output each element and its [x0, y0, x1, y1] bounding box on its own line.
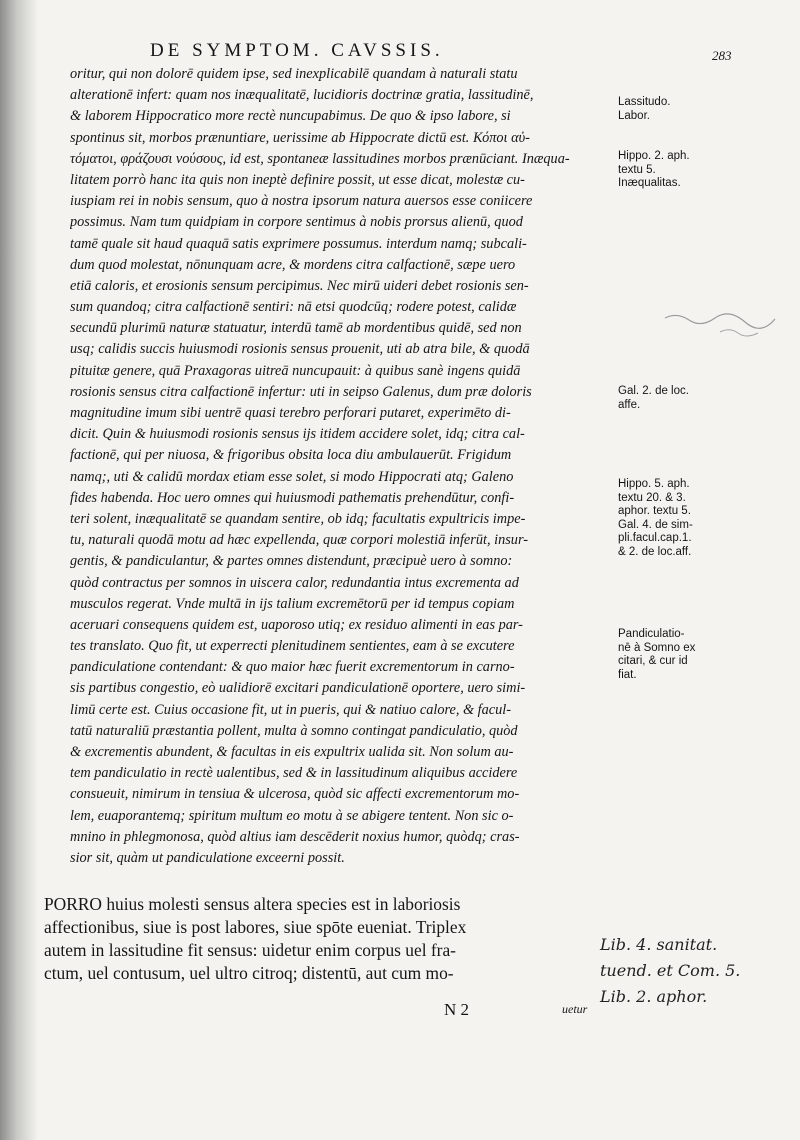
text-line: secundū plurimū naturæ statuatur, interdū tamē ab mordentibus quidē, sed non — [70, 320, 522, 337]
text-line: PORRO huius molesti sensus altera species est in laboriosis — [44, 894, 461, 914]
margin-note-line: Labor. — [618, 109, 650, 122]
margin-note-gal-loc — [618, 385, 710, 412]
margin-note-line: fiat. — [618, 668, 637, 681]
binding-gutter-shadow — [0, 0, 38, 1140]
handwritten-line: tuend. et Com. 5. — [600, 961, 741, 980]
text-line: alterationē infert: quam nos inæqualitatē, lucidioris doctrinæ gratia, lassitudinē, — [70, 87, 534, 104]
text-line: lem, euaporantemq; spiritum multum eo motu à se abigere tentent. Non sic o- — [70, 807, 514, 824]
margin-note-line: affe. — [618, 398, 641, 411]
margin-note-line: Inæqualitas. — [618, 177, 681, 189]
text-line: & excrementis abundent, & facultas in eis expultrix ualida sit. Non solum au- — [70, 744, 514, 760]
running-title: DE SYMPTOM. CAVSSIS. — [150, 40, 444, 61]
margin-note-line: citari, & cur id — [618, 655, 688, 667]
text-line: pituitæ genere, quā Praxagoras uitreā nuncupauit: à quibus sanè ingens quidā — [70, 362, 521, 379]
text-line: dicit. Quin & huiusmodi rosionis sensus ijs itidem accidere solet, idq; citra cal- — [70, 426, 525, 443]
margin-note-line: Hippo. 5. aph. — [618, 478, 690, 490]
text-line: iuspiam rei in nobis sensum, quo à nostra ipsorum natura auersos esse coniicere — [70, 193, 533, 210]
margin-note-hippo-aph — [618, 150, 710, 191]
text-line: musculos regerat. Vnde multā in ijs talium excremētorū per id tempus copiam — [70, 595, 515, 612]
text-line: gentis, & pandiculantur, & partes omnes distendunt, præcipuè uero à somno: — [70, 553, 513, 570]
text-line: sis partibus congestio, eò ualidiorē excitari pandiculationē oportere, uero simi- — [70, 680, 526, 697]
handwritten-line: Lib. 2. aphor. — [600, 987, 708, 1006]
page-number: 283 — [712, 48, 732, 63]
margin-note-hippo-5-aph — [618, 478, 710, 559]
catchword: uetur — [562, 1002, 588, 1016]
margin-note-line: Pandiculatio- — [618, 628, 685, 640]
margin-note-line: & 2. de loc.aff. — [618, 545, 692, 558]
margin-note-line: Gal. 2. de loc. — [618, 385, 689, 397]
text-line: autem in lassitudine fit sensus: uidetur enim corpus uel fra- — [44, 940, 456, 960]
text-line: sior sit, quàm ut pandiculatione exceerni possit. — [70, 849, 345, 866]
text-line: tes translato. Quo fit, ut experrecti plenitudinem sentientes, eam à se excutere — [70, 638, 515, 655]
text-line: etiā caloris, et erosionis sensum percipimus. Nec mirū uideri debet rosionis sen- — [70, 277, 529, 294]
text-line: factionē, qui per niuosa, & frigoribus obsita loca diu ambulauerūt. Frigidum — [70, 447, 512, 464]
text-line: sum quandoq; citra calfactionē sentiri: nā etsi quodcūq; rodere potest, calidæ — [70, 299, 517, 316]
text-line: affectionibus, siue is post labores, siue spōte eueniat. Triplex — [44, 917, 467, 937]
text-line: dum quod molestat, nōnunquam acre, & mordens citra calfactionē, sæpe uero — [70, 256, 516, 273]
text-line: consueuit, nimirum in tensiua & ulcerosa, quòd sic affecti excrementorum mo- — [70, 786, 520, 803]
margin-note-line: textu 20. & 3. — [618, 491, 686, 504]
text-line: tem pandiculatio in rectè ualentibus, sed & in lassitudinum aliquibus accidere — [70, 765, 518, 782]
margin-note-line: aphor. textu 5. — [618, 505, 691, 517]
margin-note-line: Gal. 4. de sim- — [618, 518, 693, 531]
text-line: oritur, qui non dolorē quidem ipse, sed inexplicabilē quandam à naturali statu — [70, 66, 518, 82]
text-line: tamē quale sit haud quaquā satis exprimere possumus. interdum namq; subcali- — [70, 235, 527, 252]
text-line: litatem porrò hanc ita quis non ineptè definire possit, ut esse dicat, molestæ cu- — [70, 171, 525, 188]
main-text-block — [70, 64, 606, 869]
text-line: aceruari consequens quidem est, uaporoso utiq; ex residuo alimenti in eas par- — [70, 616, 523, 633]
text-line: ctum, uel contusum, uel ultro citroq; distentū, aut cum mo- — [44, 963, 454, 983]
margin-note-line: textu 5. — [618, 163, 656, 176]
text-line: spontinus sit, morbos prænuntiare, uerissime ab Hippocrate dictū est. Κόποι αὐ- — [70, 129, 530, 146]
margin-note-line: nē à Somno ex — [618, 641, 696, 654]
text-line: tu, naturali quodā motu ad hæc expellenda, quæ corpori molestiā inferūt, insur- — [70, 532, 528, 549]
text-line: teri solent, inæqualitatē se quandam sentire, ob idq; facultatis expultricis impe- — [70, 510, 526, 527]
text-line: pandiculatione contendant: & quo maior hæc fuerit excrementorum in carno- — [70, 659, 515, 676]
handwritten-line: Lib. 4. sanitat. — [600, 935, 718, 954]
text-line: rosionis sensus citra calfactionē infertur: uti in seipso Galenus, dum præ doloris — [70, 383, 532, 400]
margin-note-pandiculatio — [618, 628, 710, 682]
handwritten-annotation — [600, 932, 790, 1010]
text-line: tatū naturaliū præstantia pollent, multa à somno contingat pandiculatio, quòd — [70, 722, 518, 739]
text-line: possimus. Nam tum quidpiam in corpore sentimus à nobis prorsus alienū, quod — [70, 214, 523, 231]
margin-note-lassitudo — [618, 96, 710, 123]
text-line: usq; calidis succis huiusmodi rosionis sensus prouenit, uti ab atra bile, & quodā — [70, 341, 530, 358]
text-line: quòd contractus per somnos in uiscera calor, redundantia intus excrementa ad — [70, 574, 519, 591]
margin-note-line: Lassitudo. — [618, 96, 671, 108]
margin-note-line: Hippo. 2. aph. — [618, 150, 690, 162]
second-paragraph — [44, 893, 600, 985]
text-line: τόματοι, φράζουσι νούσους, id est, spontaneæ lassitudines morbos prænūciant. Inæqua- — [70, 150, 570, 167]
faint-handwritten-scribble — [660, 300, 780, 350]
text-line: namq;, uti & calidū mordax etiam esse solet, si modo Hippocrati atq; Galeno — [70, 468, 514, 485]
text-line: limū certe est. Cuius occasione fit, ut in pueris, qui & natiuo calore, & facul- — [70, 701, 512, 718]
text-line: & laborem Hippocratico more rectè nuncupabimus. De quo & ipso labore, si — [70, 108, 511, 125]
signature-mark: N 2 — [444, 1000, 470, 1019]
text-line: fides habenda. Hoc uero omnes qui huiusmodi pathematis prehendūtur, confi- — [70, 489, 515, 506]
text-line: mnino in phlegmonosa, quòd altius iam descēderit noxius humor, quòdq; cras- — [70, 828, 520, 845]
text-line: magnitudine imum sibi uentrē quasi terebro perforari putaret, experimēto di- — [70, 405, 511, 421]
margin-note-line: pli.facul.cap.1. — [618, 532, 692, 544]
